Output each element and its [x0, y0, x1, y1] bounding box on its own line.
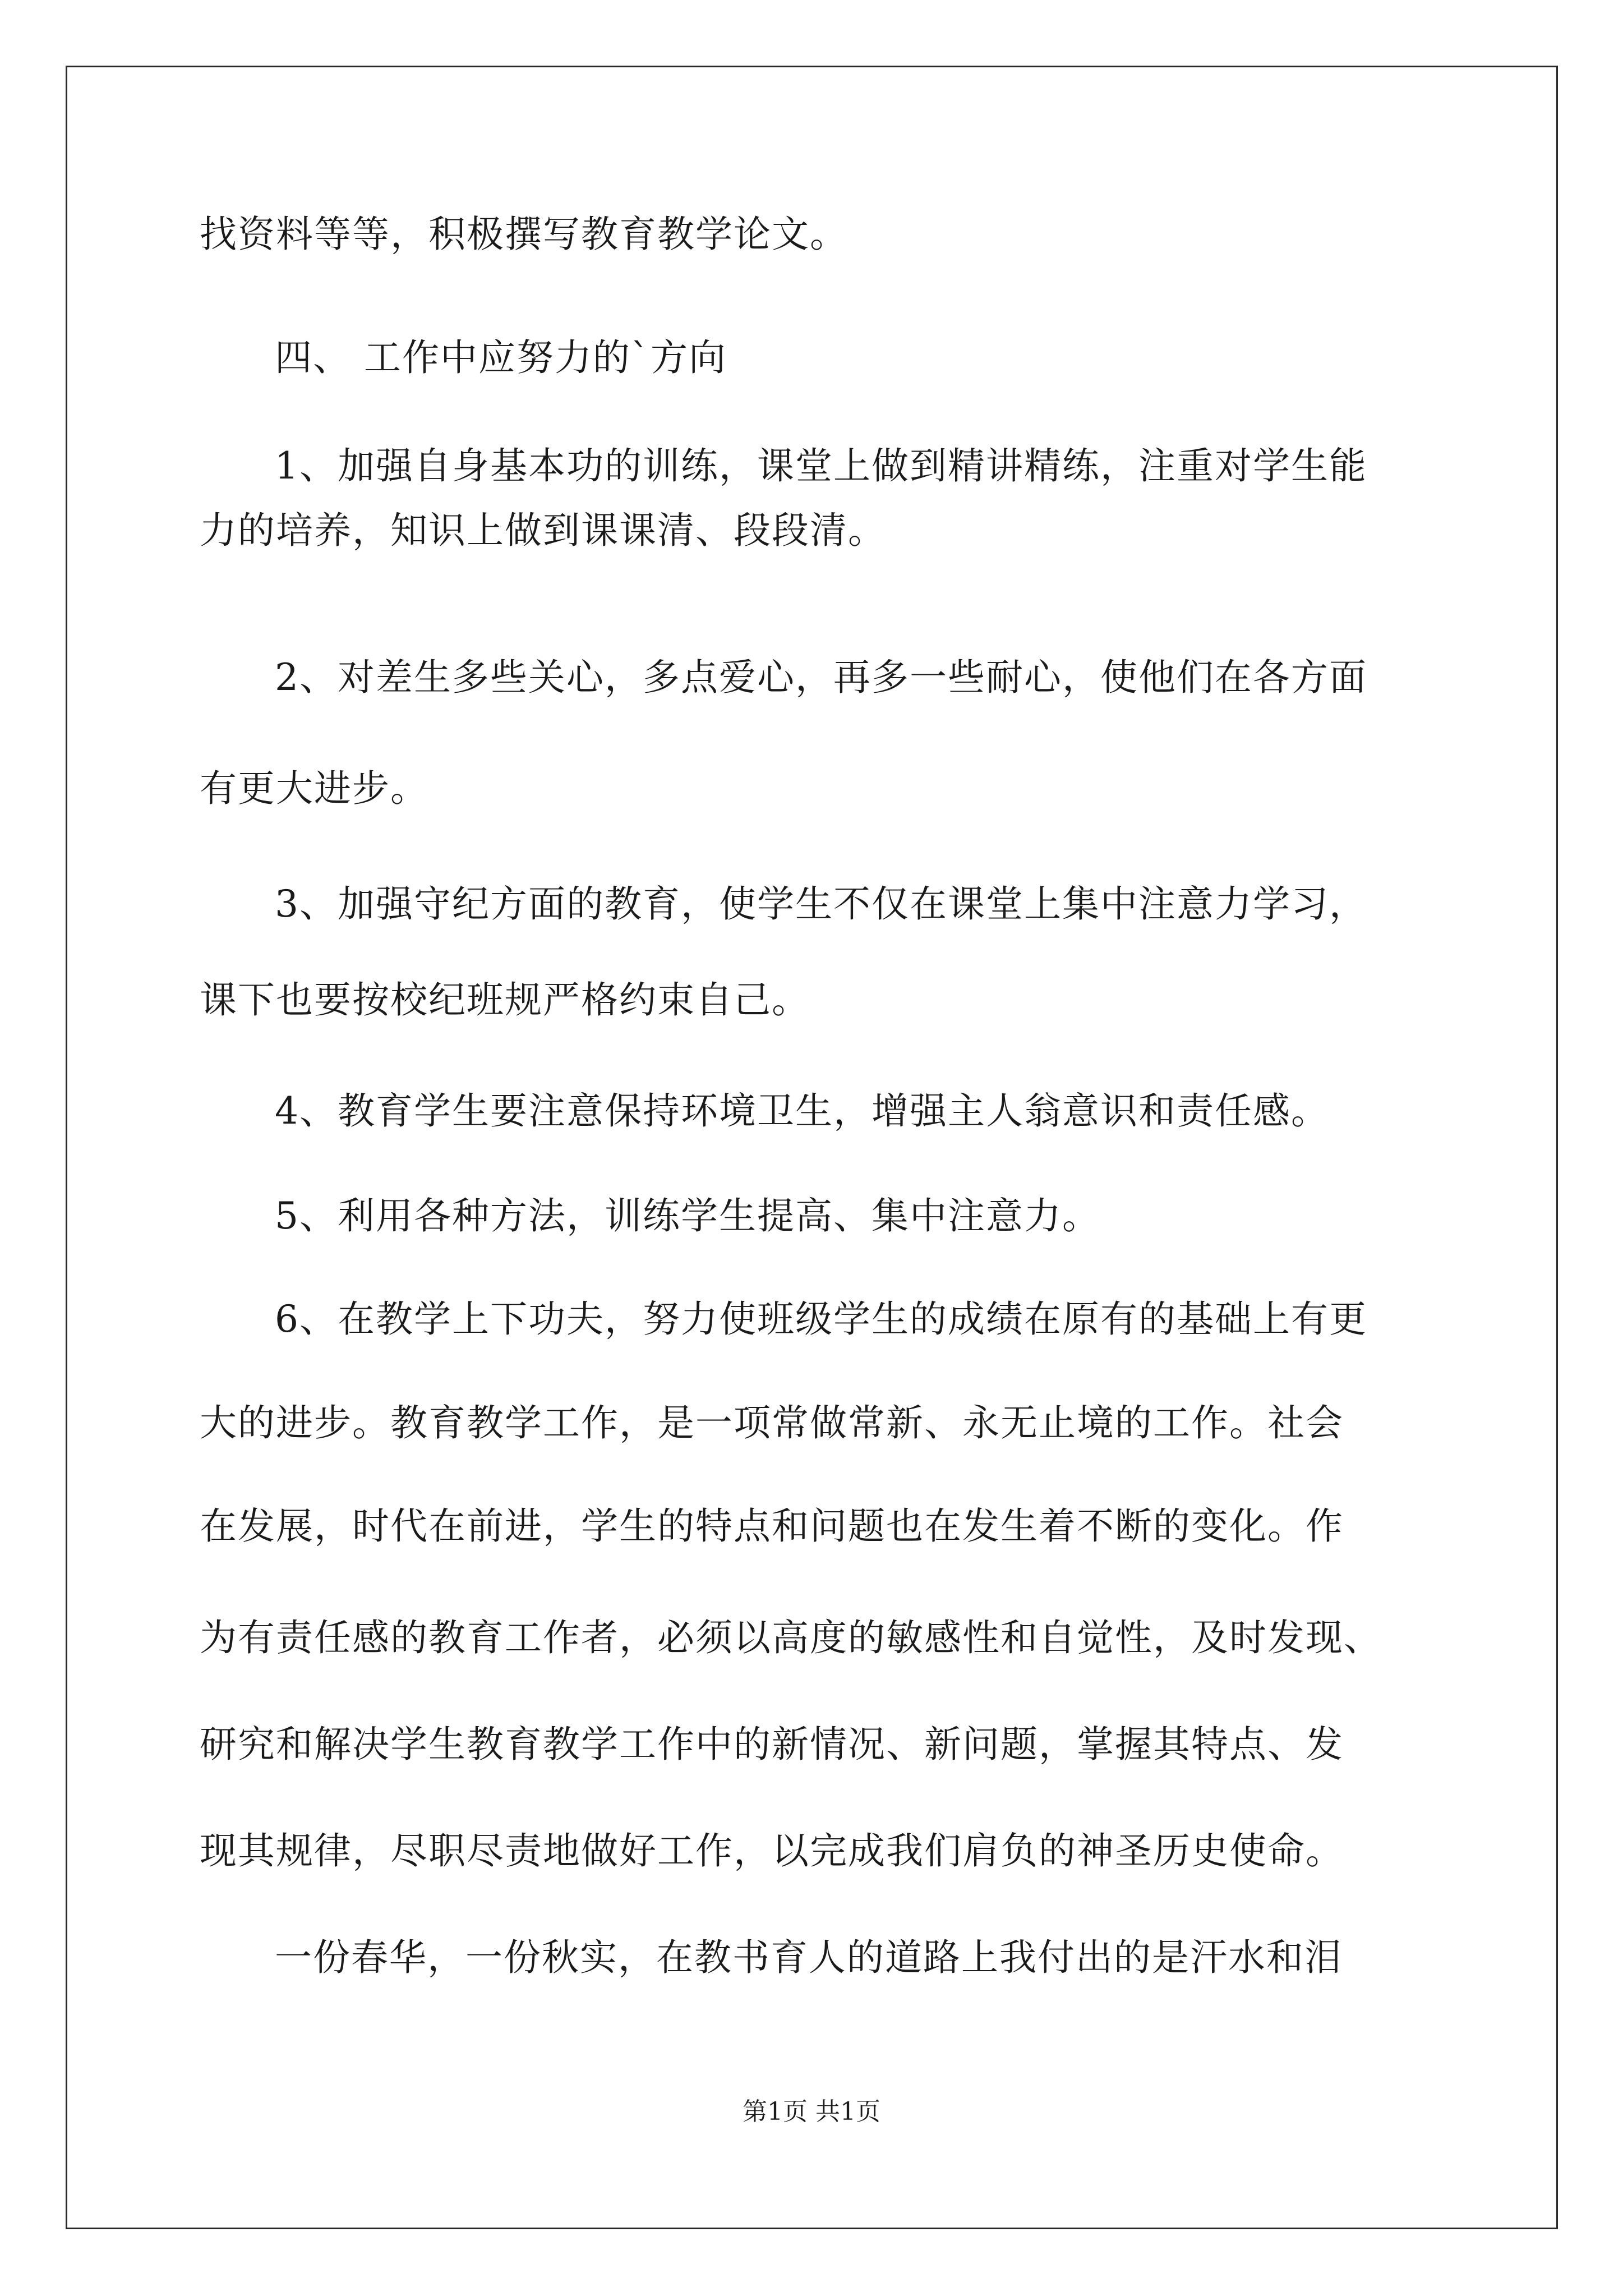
text-line-9: 4、教育学生要注意保持环境卫生，增强主人翁意识和责任感。: [275, 1089, 1329, 1133]
text-line-13: 在发展，时代在前进，学生的特点和问题也在发生着不断的变化。作: [200, 1504, 1344, 1548]
text-line-11: 6、在教学上下功夫，努力使班级学生的成绩在原有的基础上有更: [275, 1297, 1367, 1341]
text-line-15: 研究和解决学生教育教学工作中的新情况、新问题，掌握其特点、发: [200, 1723, 1344, 1766]
text-line-14: 为有责任感的教育工作者，必须以高度的敏感性和自觉性，及时发现、: [200, 1616, 1382, 1659]
text-line-16: 现其规律，尽职尽责地做好工作，以完成我们肩负的神圣历史使命。: [200, 1829, 1344, 1872]
text-line-3: 1、加强自身基本功的训练，课堂上做到精讲精练，注重对学生能: [275, 444, 1367, 487]
text-line-10: 5、利用各种方法，训练学生提高、集中注意力。: [275, 1194, 1100, 1237]
page-footer: 第1页 共1页: [743, 2097, 880, 2126]
section-heading: 四、 工作中应努力的`方向: [275, 336, 727, 379]
text-line-5: 2、对差生多些关心，多点爱心，再多一些耐心，使他们在各方面: [275, 656, 1367, 699]
text-line-12: 大的进步。教育教学工作，是一项常做常新、永无止境的工作。社会: [200, 1401, 1344, 1444]
text-line-4: 力的培养，知识上做到课课清、段段清。: [200, 509, 886, 552]
text-line-1: 找资料等等，积极撰写教育教学论文。: [200, 213, 848, 256]
page-border: [66, 66, 1558, 2229]
text-line-8: 课下也要按校纪班规严格约束自己。: [200, 978, 810, 1022]
text-line-17: 一份春华，一份秋实，在教书育人的道路上我付出的是汗水和泪: [275, 1936, 1343, 1979]
text-line-6: 有更大进步。: [200, 767, 428, 810]
text-line-7: 3、加强守纪方面的教育，使学生不仅在课堂上集中注意力学习，: [275, 882, 1367, 926]
